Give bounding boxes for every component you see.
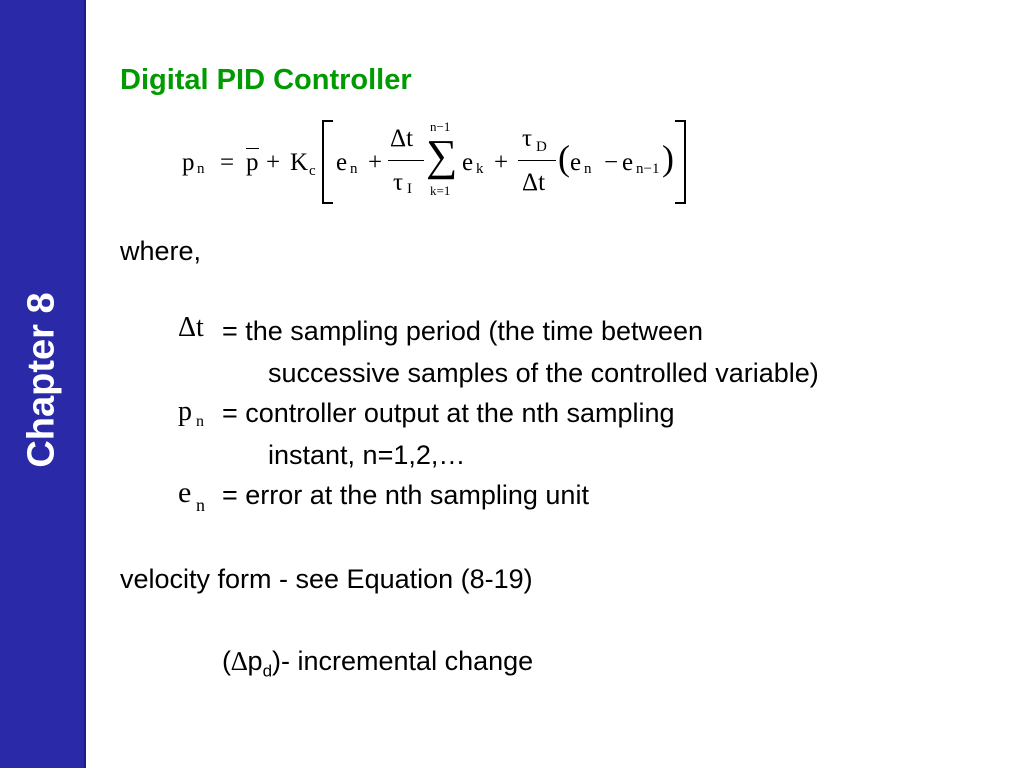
- delta-symbol: ∆: [231, 646, 248, 676]
- velocity-form: velocity form - see Equation (8-19): [120, 564, 533, 594]
- eq-K: K: [290, 149, 309, 176]
- eq-lparen: (: [558, 138, 570, 178]
- eq-frac1-tau: τ: [393, 169, 404, 196]
- incr-sub: d: [262, 661, 273, 681]
- frac1-line: [388, 160, 424, 161]
- eq-ek-sub: k: [476, 161, 484, 177]
- eq-en: e: [570, 149, 582, 176]
- eq-p: p: [182, 149, 195, 176]
- left-bracket: [322, 120, 333, 204]
- eq-frac1-tau-sub: I: [407, 181, 412, 197]
- def-en-symbol: e: [178, 476, 192, 509]
- def-dt-line2: successive samples of the controlled variable): [268, 358, 819, 388]
- eq-plus3: +: [494, 149, 509, 176]
- incr-p: p: [247, 646, 263, 676]
- eq-en1: e: [622, 149, 634, 176]
- sum-top: n−1: [430, 119, 451, 134]
- eq-e: e: [336, 149, 348, 176]
- sum-symbol: ∑: [426, 131, 458, 180]
- eq-ek: e: [462, 149, 474, 176]
- where-label: where,: [120, 236, 202, 266]
- eq-equals: =: [220, 149, 235, 176]
- def-dt-symbol: Δt: [178, 312, 204, 343]
- slide-title: Digital PID Controller: [120, 64, 412, 96]
- eq-frac1-num: Δt: [390, 125, 414, 152]
- eq-frac2-tau: τ: [522, 125, 533, 152]
- eq-frac2-tau-sub: D: [536, 139, 547, 155]
- eq-rparen: ): [662, 138, 674, 178]
- sidebar: [0, 0, 86, 768]
- def-dt-line1: = the sampling period (the time between: [222, 316, 704, 346]
- eq-en1-sub: n−1: [636, 161, 660, 177]
- incr-open-paren: (: [222, 646, 231, 676]
- eq-pbar-overline: [246, 148, 259, 149]
- pid-equation: [160, 112, 720, 212]
- def-pn-symbol: p: [178, 396, 192, 427]
- def-en-line1: = error at the nth sampling unit: [222, 480, 589, 510]
- incremental-change: [222, 648, 533, 679]
- frac2-line: [518, 160, 556, 161]
- incr-rest: )- incremental change: [272, 646, 534, 676]
- eq-en-sub: n: [584, 161, 592, 177]
- chapter-label: Chapter 8: [20, 292, 63, 468]
- def-en-sub: n: [196, 495, 205, 515]
- def-pn-line2: instant, n=1,2,…: [268, 440, 466, 470]
- eq-K-sub: c: [309, 163, 316, 179]
- eq-minus: −: [604, 149, 619, 176]
- eq-plus: +: [266, 149, 281, 176]
- right-bracket: [675, 120, 686, 204]
- def-pn-line1: = controller output at the nth sampling: [222, 398, 675, 428]
- sum-bottom: k=1: [430, 183, 451, 198]
- eq-pbar: p: [246, 149, 259, 176]
- eq-p-sub: n: [197, 161, 205, 177]
- eq-frac2-den: Δt: [522, 169, 546, 196]
- eq-plus2: +: [368, 149, 383, 176]
- def-pn-sub: n: [196, 413, 204, 430]
- eq-e-sub: n: [350, 161, 358, 177]
